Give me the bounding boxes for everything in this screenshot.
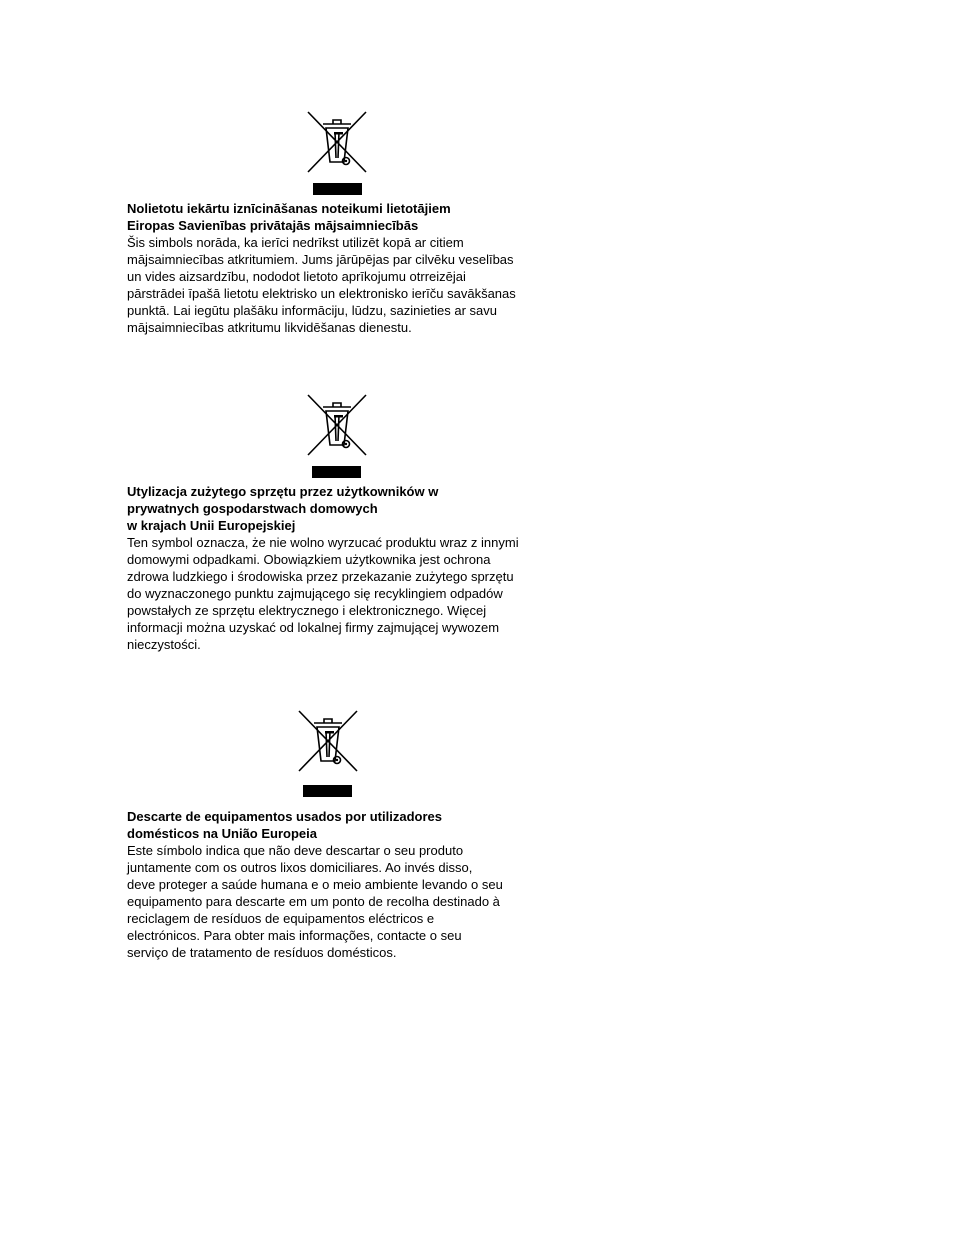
section-body-line: electrónicos. Para obter mais informações, contacte o seu — [127, 928, 462, 943]
section-body-line: equipamento para descarte em um ponto de recolha destinado à — [127, 894, 500, 909]
section-body-line: Este símbolo indica que não deve descartar o seu produto — [127, 843, 464, 858]
section-body-line: nieczystości. — [127, 637, 201, 652]
crossed-out-wheelie-bin-icon — [306, 393, 368, 457]
section-heading-line: domésticos na União Europeia — [127, 826, 317, 841]
weee-bar — [312, 466, 361, 478]
section-body-line: juntamente com os outros lixos domiciliares. Ao invés disso, — [127, 860, 473, 875]
section-body-line: Šis simbols norāda, ka ierīci nedrīkst utilizēt kopā ar citiem — [127, 235, 464, 250]
section-body-line: mājsaimniecības atkritumu likvidēšanas dienestu. — [127, 320, 412, 335]
section-body-line: reciclagem de resíduos de equipamentos eléctricos e — [127, 911, 435, 926]
section-body-line: punktā. Lai iegūtu plašāku informāciju, lūdzu, sazinieties ar savu — [127, 303, 497, 318]
section-body-line: un vides aizsardzību, nododot lietoto aprīkojumu otrreizējai — [127, 269, 466, 284]
section-heading-line: Utylizacja zużytego sprzętu przez użytkowników w — [127, 484, 439, 499]
section-heading-line: w krajach Unii Europejskiej — [127, 518, 296, 533]
section-heading-line: prywatnych gospodarstwach domowych — [127, 501, 378, 516]
section-body-line: informacji można uzyskać od lokalnej firmy zajmującej wywozem — [127, 620, 500, 635]
section-heading-line: Descarte de equipamentos usados por utilizadores — [127, 809, 442, 824]
section-body-line: Ten symbol oznacza, że nie wolno wyrzucać produktu wraz z innymi — [127, 535, 519, 550]
section-body-line: deve proteger a saúde humana e o meio ambiente levando o seu — [127, 877, 503, 892]
crossed-out-wheelie-bin-icon — [297, 709, 359, 773]
section-latvian — [127, 200, 567, 336]
section-body-line: pārstrādei īpašā lietotu elektrisko un elektronisko ierīču savākšanas — [127, 286, 516, 301]
weee-bar — [313, 183, 362, 195]
section-polish — [127, 483, 567, 653]
section-body-line: powstałych ze sprzętu elektrycznego i elektronicznego. Więcej — [127, 603, 487, 618]
section-portuguese — [127, 808, 567, 961]
section-body-line: domowymi odpadkami. Obowiązkiem użytkownika jest ochrona — [127, 552, 491, 567]
section-heading-line: Nolietotu iekārtu iznīcināšanas noteikumi lietotājiem — [127, 201, 451, 216]
section-body-line: serviço de tratamento de resíduos domésticos. — [127, 945, 397, 960]
crossed-out-wheelie-bin-icon — [306, 110, 368, 174]
section-body-line: do wyznaczonego punktu zajmującego się recyklingiem odpadów — [127, 586, 503, 601]
section-body-line: mājsaimniecības atkritumiem. Jums jārūpējas par cilvēku veselības — [127, 252, 514, 267]
weee-bar — [303, 785, 352, 797]
section-body-line: zdrowa ludzkiego i środowiska przez przekazanie zużytego sprzętu — [127, 569, 514, 584]
section-heading-line: Eiropas Savienības privātajās mājsaimniecībās — [127, 218, 419, 233]
